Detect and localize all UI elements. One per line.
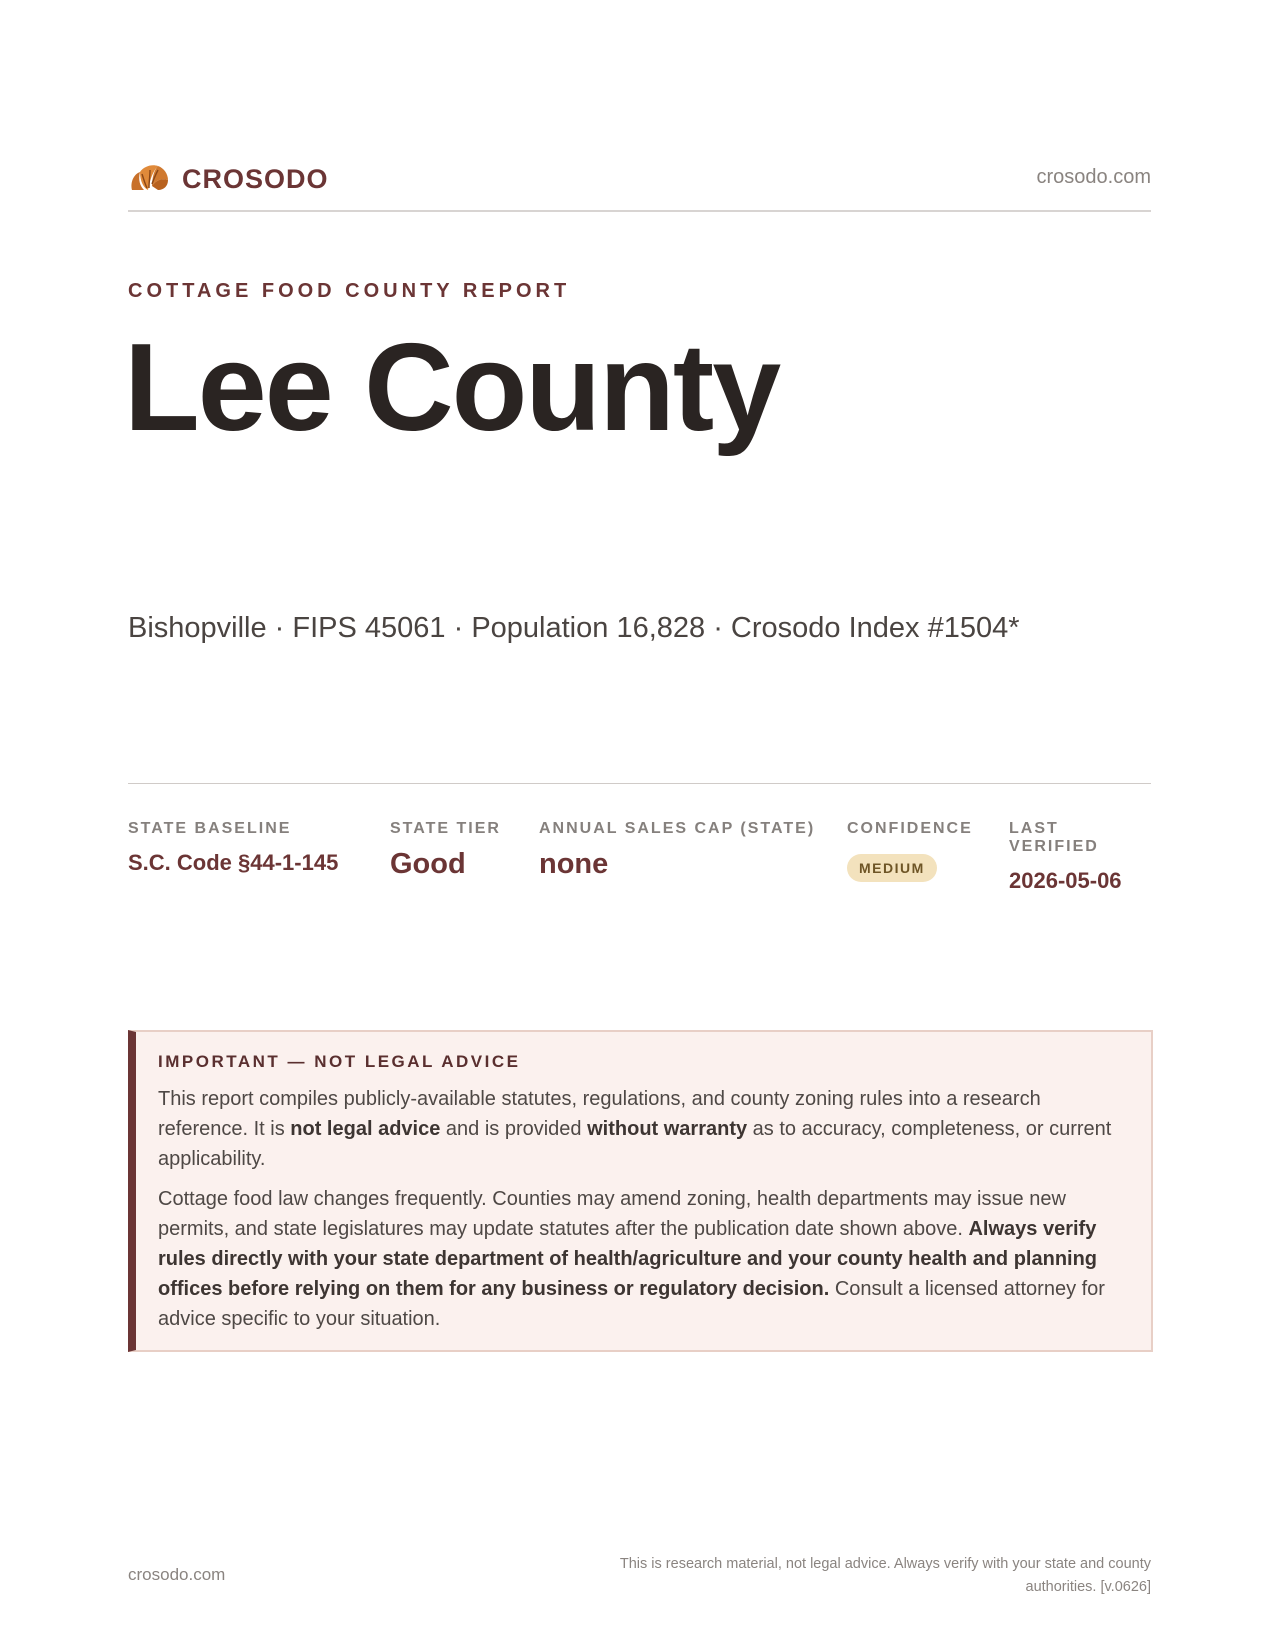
stat-label: STATE BASELINE xyxy=(128,820,292,837)
croissant-icon xyxy=(128,160,170,198)
stat-label: STATE TIER xyxy=(390,820,501,837)
site-link[interactable]: crosodo.com xyxy=(1036,166,1151,188)
page-title: Lee County xyxy=(124,319,780,457)
stat-value: 2026-05-06 xyxy=(1009,868,1122,893)
county-subtitle: Bishopville · FIPS 45061 · Population 16,828 · Crosodo Index #1504* xyxy=(128,612,1020,644)
legal-notice xyxy=(128,1030,1153,1352)
stats-row xyxy=(128,820,1151,900)
stat-value: S.C. Code §44-1-145 xyxy=(128,850,339,875)
report-page xyxy=(124,0,1151,1650)
footer-disclaimer: This is research material, not legal advice. Always verify with your state and county authorities. [v.0626] xyxy=(619,1556,1151,1595)
footer-site[interactable]: crosodo.com xyxy=(128,1565,226,1584)
stat-confidence xyxy=(847,820,973,882)
notice-paragraph: This report compiles publicly-available statutes, regulations, and county zoning rules into a research reference. It is not legal advice and is provided without warranty as to accuracy, completeness, or current applicability. xyxy=(158,1088,1112,1170)
divider xyxy=(128,783,1151,784)
stat-state-tier xyxy=(390,820,501,881)
stat-label: ANNUAL SALES CAP (STATE) xyxy=(539,820,816,837)
report-eyebrow: COTTAGE FOOD COUNTY REPORT xyxy=(128,280,571,302)
stat-label: CONFIDENCE xyxy=(847,820,973,837)
stat-value: none xyxy=(539,848,609,880)
notice-heading: IMPORTANT — NOT LEGAL ADVICE xyxy=(158,1052,521,1071)
notice-paragraph: Cottage food law changes frequently. Counties may amend zoning, health departments may issue new permits, and state legislatures may update statutes after the publication date shown above. Always verify rules directly with your state department of health/agriculture and your county health and planning offices before relying on them for any business or regulatory decision. Consult a licensed attorney for advice specific to your situation. xyxy=(158,1188,1105,1330)
stat-label: LAST VERIFIED xyxy=(1009,820,1099,855)
confidence-badge: MEDIUM xyxy=(847,854,937,882)
stat-value: Good xyxy=(390,848,466,880)
brand-name: CROSODO xyxy=(182,163,329,194)
stat-annual-sales-cap xyxy=(539,820,815,881)
stat-state-baseline xyxy=(128,820,338,876)
header xyxy=(128,160,1151,212)
stat-last-verified xyxy=(1009,820,1151,894)
brand[interactable] xyxy=(128,160,329,198)
